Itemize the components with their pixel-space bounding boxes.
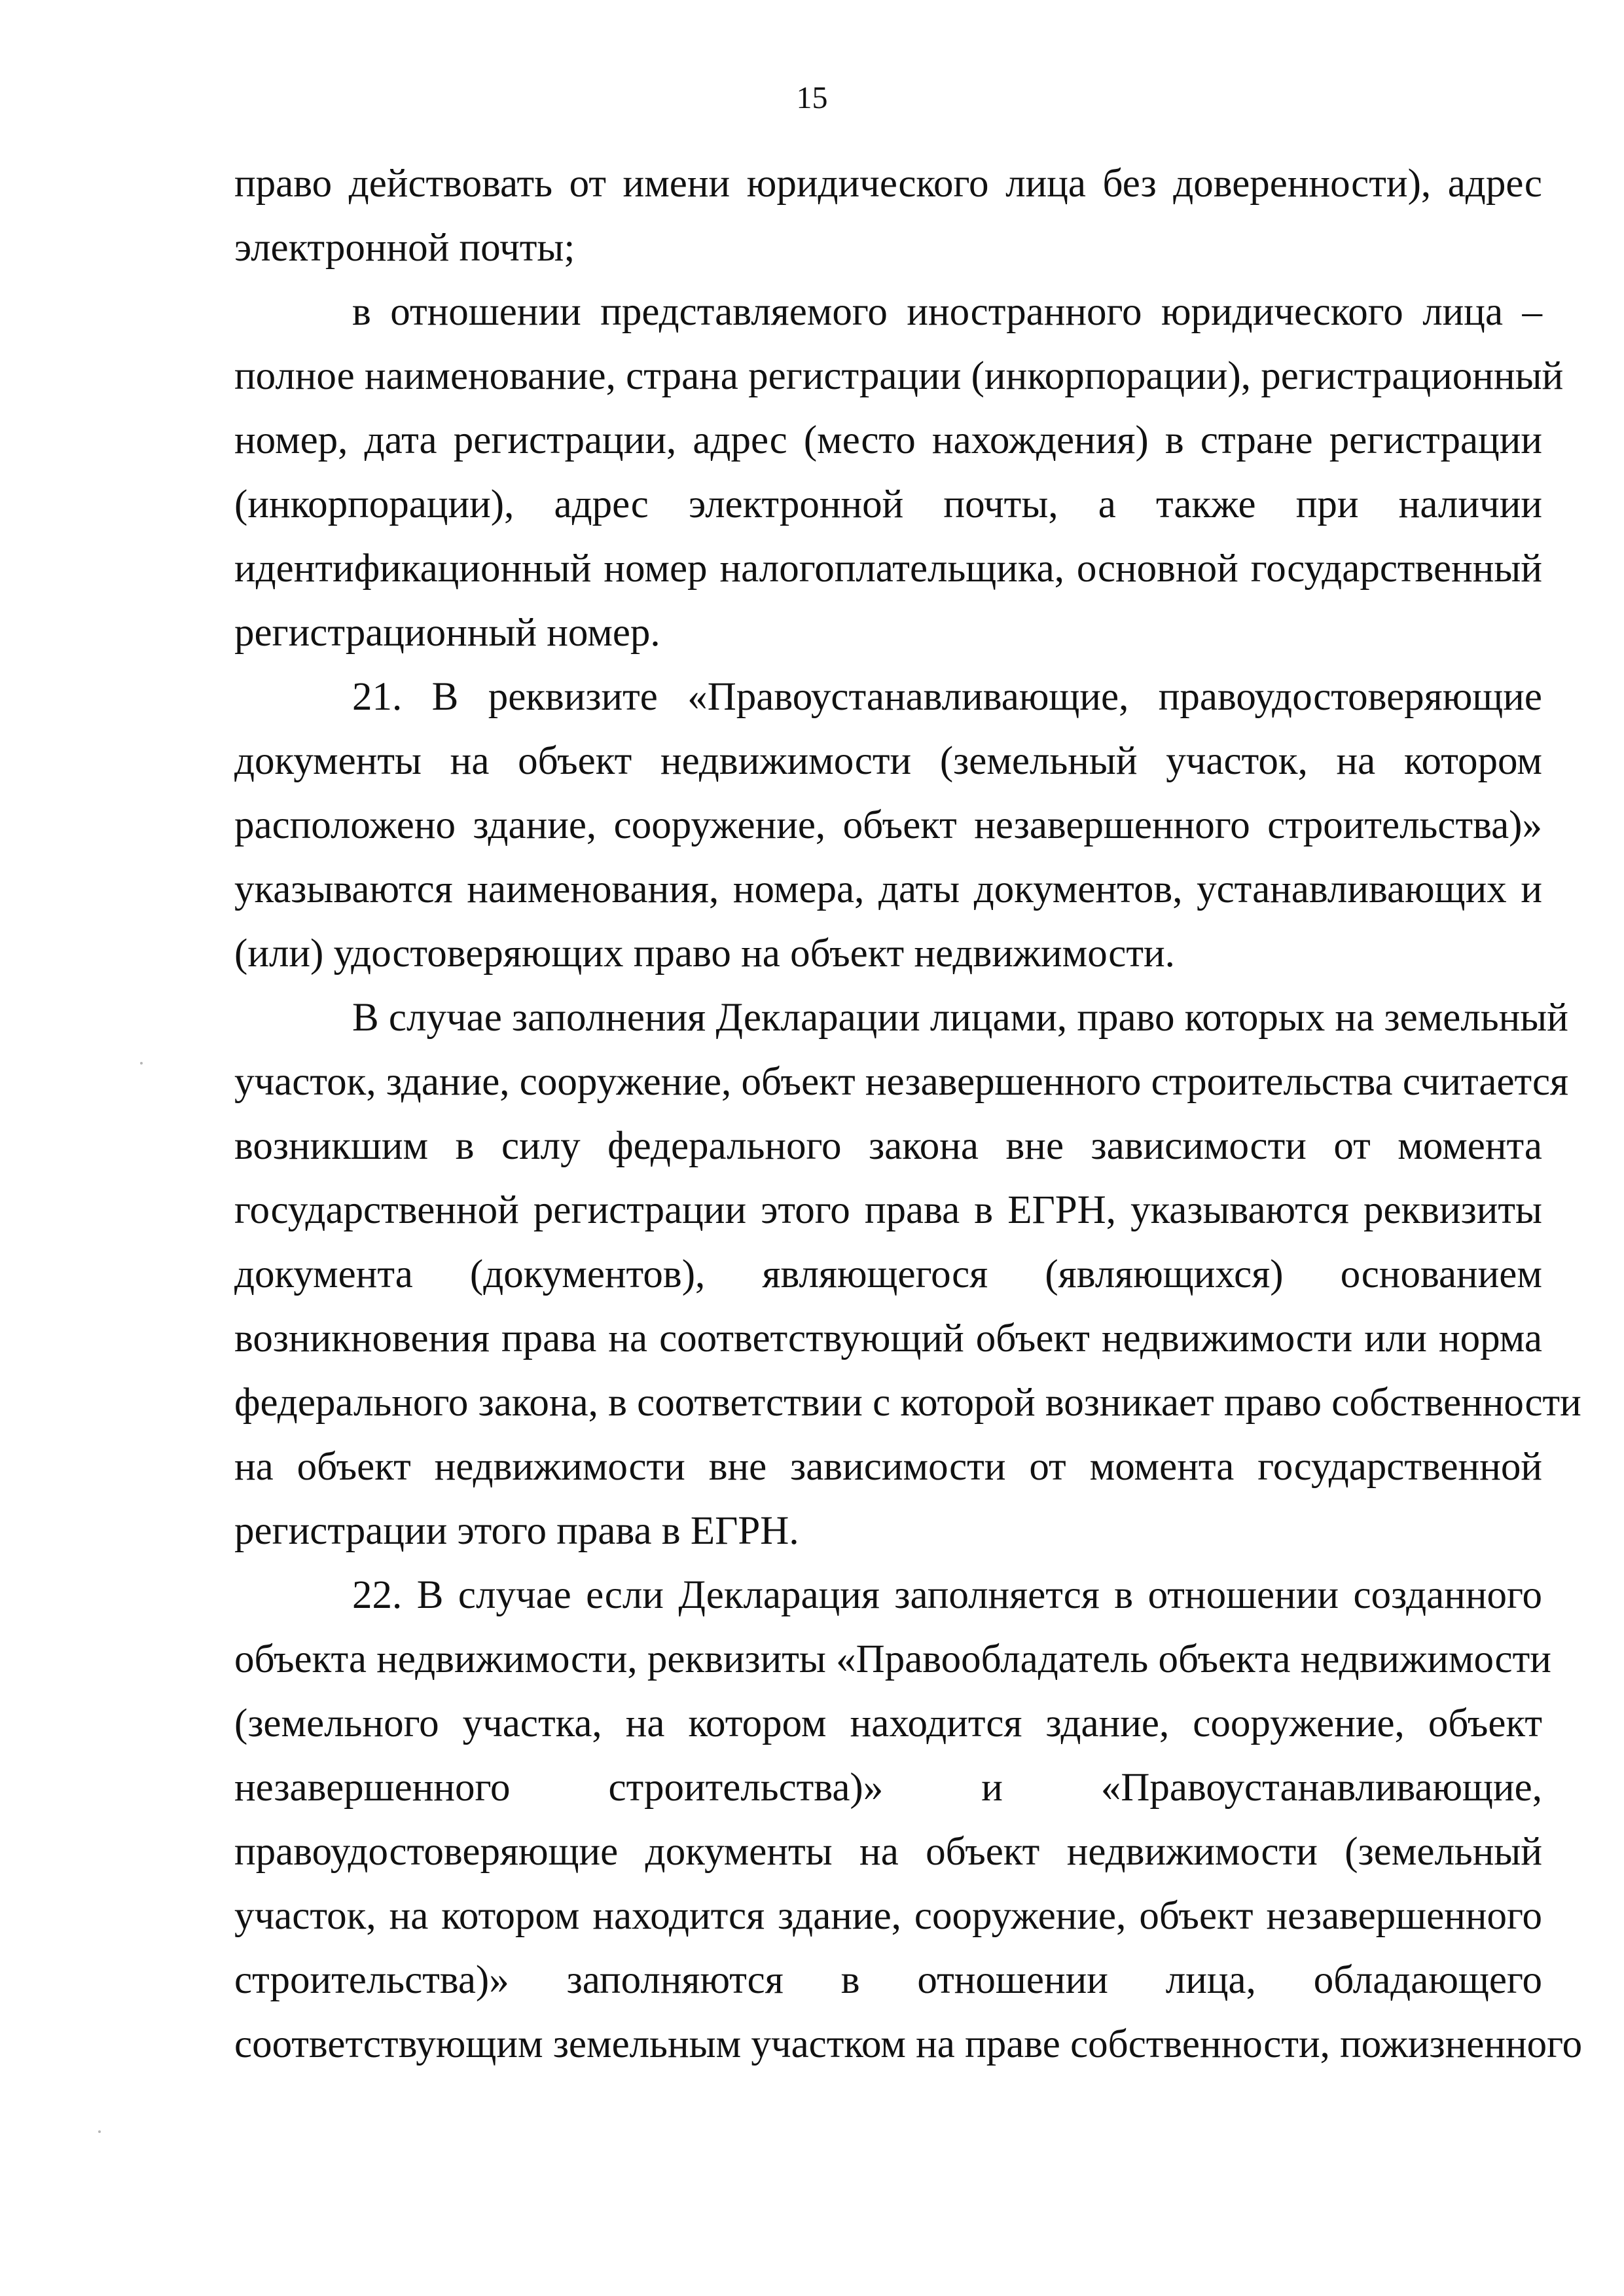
text-line: государственной регистрации этого права в ЕГРН, указываются реквизиты xyxy=(234,1188,1542,1232)
text-line: объекта недвижимости, реквизиты «Правообладатель объекта недвижимости xyxy=(234,1637,1551,1681)
paragraph-2 xyxy=(234,280,1564,665)
text-line: соответствующим земельным участком на праве собственности, пожизненного xyxy=(234,2022,1583,2066)
text-line: участок, здание, сооружение, объект незавершенного строительства считается xyxy=(234,1060,1569,1104)
text-line: документа (документов), являющегося (являющихся) основанием xyxy=(234,1252,1542,1296)
paragraph-5 xyxy=(234,1563,1583,2077)
text-line: строительства)» заполняются в отношении лица, обладающего xyxy=(234,1958,1542,2002)
text-line: идентификационный номер налогоплательщика, основной государственный xyxy=(234,547,1542,591)
text-line: федерального закона, в соответствии с которой возникает право собственности xyxy=(234,1381,1581,1425)
text-line: незавершенного строительства)» и «Правоустанавливающие, xyxy=(234,1766,1542,1810)
scan-speck xyxy=(140,1062,143,1065)
text-line: 21. В реквизите «Правоустанавливающие, правоудостоверяющие xyxy=(352,675,1542,719)
text-line: правоудостоверяющие документы на объект недвижимости (земельный xyxy=(234,1830,1542,1874)
scan-speck xyxy=(98,2130,101,2133)
text-line: возникновения права на соответствующий объект недвижимости или норма xyxy=(234,1317,1542,1360)
text-line: в отношении представляемого иностранного юридического лица – xyxy=(352,290,1542,334)
text-line: (инкорпорации), адрес электронной почты, а также при наличии xyxy=(234,483,1542,526)
text-line: 22. В случае если Декларация заполняется в отношении созданного xyxy=(352,1573,1542,1617)
text-line: на объект недвижимости вне зависимости от момента государственной xyxy=(234,1445,1542,1489)
text-line: номер, дата регистрации, адрес (место нахождения) в стране регистрации xyxy=(234,418,1542,462)
text-line: указываются наименования, номера, даты документов, устанавливающих и xyxy=(234,867,1542,911)
paragraph-3 xyxy=(234,665,1542,986)
body-text xyxy=(234,152,1583,2077)
text-line: документы на объект недвижимости (земельный участок, на котором xyxy=(234,739,1542,783)
page-number: 15 xyxy=(796,81,828,115)
text-line: В случае заполнения Декларации лицами, право которых на земельный xyxy=(352,996,1568,1040)
text-line: участок, на котором находится здание, сооружение, объект незавершенного xyxy=(234,1894,1542,1938)
paragraph-1 xyxy=(234,152,1542,280)
text-line: возникшим в силу федерального закона вне зависимости от момента xyxy=(234,1124,1542,1168)
paragraph-4 xyxy=(234,986,1581,1563)
text-line: право действовать от имени юридического лица без доверенности), адрес xyxy=(234,162,1542,206)
text-line: регистрации этого права в ЕГРН. xyxy=(234,1509,799,1553)
text-line: (или) удостоверяющих право на объект недвижимости. xyxy=(234,932,1175,975)
text-line: полное наименование, страна регистрации (инкорпорации), регистрационный xyxy=(234,354,1564,398)
text-line: (земельного участка, на котором находится здание, сооружение, объект xyxy=(234,1702,1542,1745)
text-line: электронной почты; xyxy=(234,226,575,270)
text-line: расположено здание, сооружение, объект незавершенного строительства)» xyxy=(234,803,1542,847)
text-line: регистрационный номер. xyxy=(234,611,660,655)
